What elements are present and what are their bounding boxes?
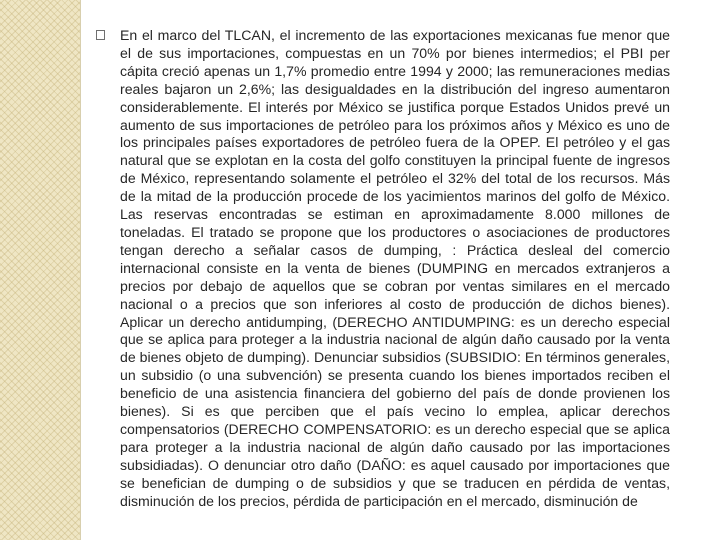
side-divider	[80, 0, 81, 540]
decorative-side-pattern	[0, 0, 80, 540]
square-bullet-icon	[96, 30, 105, 40]
body-paragraph: En el marco del TLCAN, el incremento de las exportaciones mexicanas fue menor que el de sus importaciones, compuestas en un 70% por bienes intermedios; el PBI per cápita creció apenas un 1,7% promedio entre 1994 y 2000; las remuneraciones medias reales bajaron un 2,6%; las desigualdades en la distribución del ingreso aumentaron considerablemente. El interés por México se justifica porque Estados Unidos prevé un aumento de sus importaciones de petróleo para los próximos años y México es uno de los principales países exportadores de petróleo fuera de la OPEP. El petróleo y el gas natural que se explotan en la costa del golfo constituyen la principal fuente de ingresos de México, representando solamente el petróleo el 32% del total de los recursos. Más de la mitad de la producción procede de los yacimientos marinos del golfo de México. Las reservas encontradas se estiman en aproximadamente 8.000 millones de toneladas. El tratado se propone que los productores o asociaciones de productores tengan derecho a señalar casos de dumping, : Práctica desleal del comercio internacional consiste en la venta de bienes (DUMPING en mercados extranjeros a precios por debajo de aquellos que se cobran por ventas similares en el mercado nacional o a precios que son inferiores al costo de producción de dichos bienes). Aplicar un derecho antidumping, (DERECHO ANTIDUMPING: es un derecho especial que se aplica para proteger a la industria nacional de algún daño causado por la venta de bienes objeto de dumping). Denunciar subsidios (SUBSIDIO: En términos generales, un subsidio (o una subvención) se presenta cuando los bienes importados reciben el beneficio de una asistencia financiera del gobierno del país de donde provienen los bienes). Si es que perciben que el país vecino lo emplea, aplicar derechos compensatorios (DERECHO COMPENSATORIO: es un derecho especial que se aplica para proteger a la industria nacional de algún daño causado por las importaciones subsidiadas). O denunciar otro daño (DAÑO: es aquel causado por importaciones que se benefician de dumping o de subsidios y que se traducen en pérdida de ventas, disminución de los precios, pérdida de participación en el mercado, disminución de	[120, 27, 670, 509]
